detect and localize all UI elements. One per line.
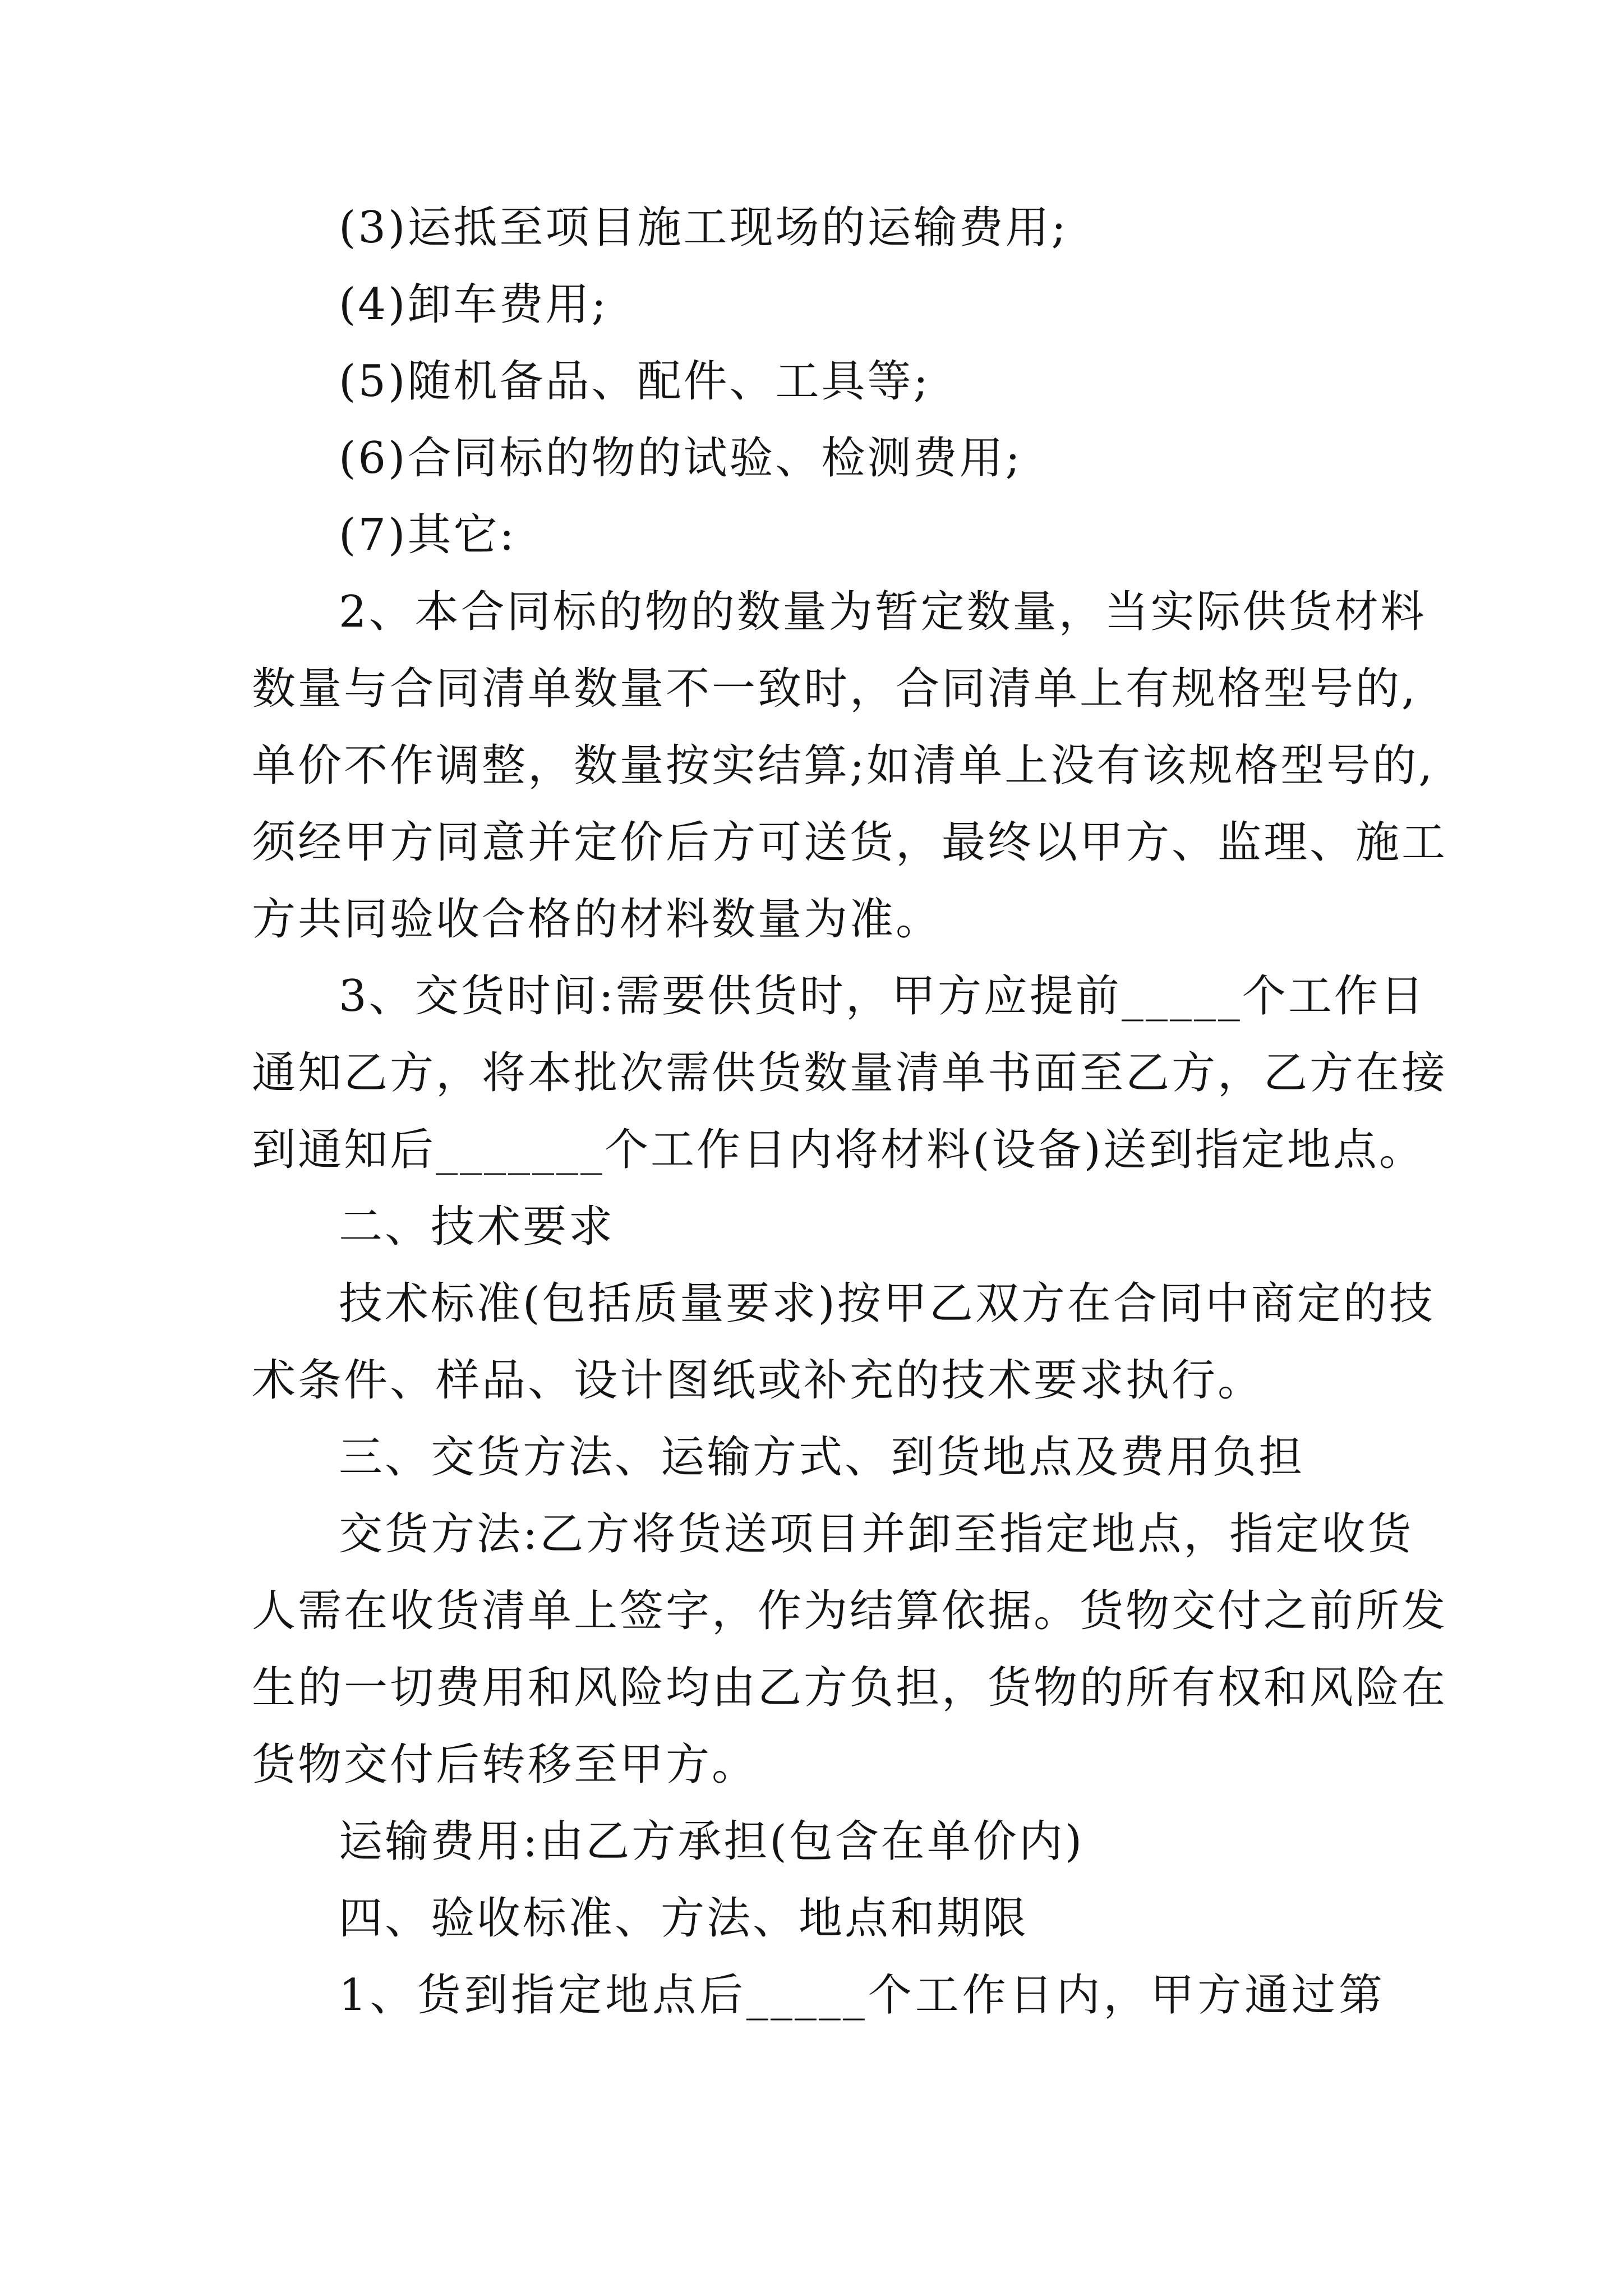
section-4-heading: 四、验收标准、方法、地点和期限 [339, 1893, 1029, 1944]
section-2-heading: 二、技术要求 [339, 1202, 615, 1252]
inspection-clause-line-1: 1、货到指定地点后_____个工作日内，甲方通过第 [339, 1970, 1385, 2021]
section-3-heading: 三、交货方法、运输方式、到货地点及费用负担 [339, 1432, 1305, 1483]
item-6-testing-cost: (6)合同标的物的试验、检测费用; [339, 433, 1022, 484]
transport-cost-note: 运输费用:由乙方承担(包含在单价内) [339, 1816, 1085, 1867]
delivery-method-line-1: 交货方法:乙方将货送项目并卸至指定地点，指定收货 [339, 1509, 1414, 1559]
technical-standard-line-1: 技术标准(包括质量要求)按甲乙双方在合同中商定的技 [339, 1278, 1435, 1329]
clause-2-line-3: 单价不作调整，数量按实结算;如清单上没有该规格型号的, [252, 740, 1435, 791]
technical-standard-line-2: 术条件、样品、设计图纸或补充的技术要求执行。 [252, 1355, 1264, 1406]
delivery-method-line-4: 货物交付后转移至甲方。 [252, 1740, 758, 1790]
clause-2-line-4: 须经甲方同意并定价后方可送货，最终以甲方、监理、施工 [252, 817, 1448, 868]
clause-2-line-5: 方共同验收合格的材料数量为准。 [252, 894, 942, 945]
delivery-method-line-2: 人需在收货清单上签字，作为结算依据。货物交付之前所发 [252, 1586, 1448, 1636]
clause-3-line-3: 到通知后_______个工作日内将材料(设备)送到指定地点。 [252, 1125, 1425, 1175]
clause-3-line-1: 3、交货时间:需要供货时，甲方应提前_____个工作日 [339, 971, 1426, 1022]
delivery-method-line-3: 生的一切费用和风险均由乙方负担，货物的所有权和风险在 [252, 1663, 1448, 1713]
clause-2-line-1: 2、本合同标的物的数量为暂定数量，当实际供货材料 [339, 587, 1427, 637]
item-3-transport-cost: (3)运抵至项目施工现场的运输费用; [339, 203, 1068, 253]
item-7-other: (7)其它: [339, 510, 517, 560]
clause-2-line-2: 数量与合同清单数量不一致时，合同清单上有规格型号的, [252, 664, 1418, 714]
item-5-spare-parts: (5)随机备品、配件、工具等; [339, 356, 930, 407]
clause-3-line-2: 通知乙方，将本批次需供货数量清单书面至乙方，乙方在接 [252, 1048, 1448, 1098]
contract-text [252, 190, 1448, 2034]
item-4-unloading-cost: (4)卸车费用; [339, 279, 608, 330]
